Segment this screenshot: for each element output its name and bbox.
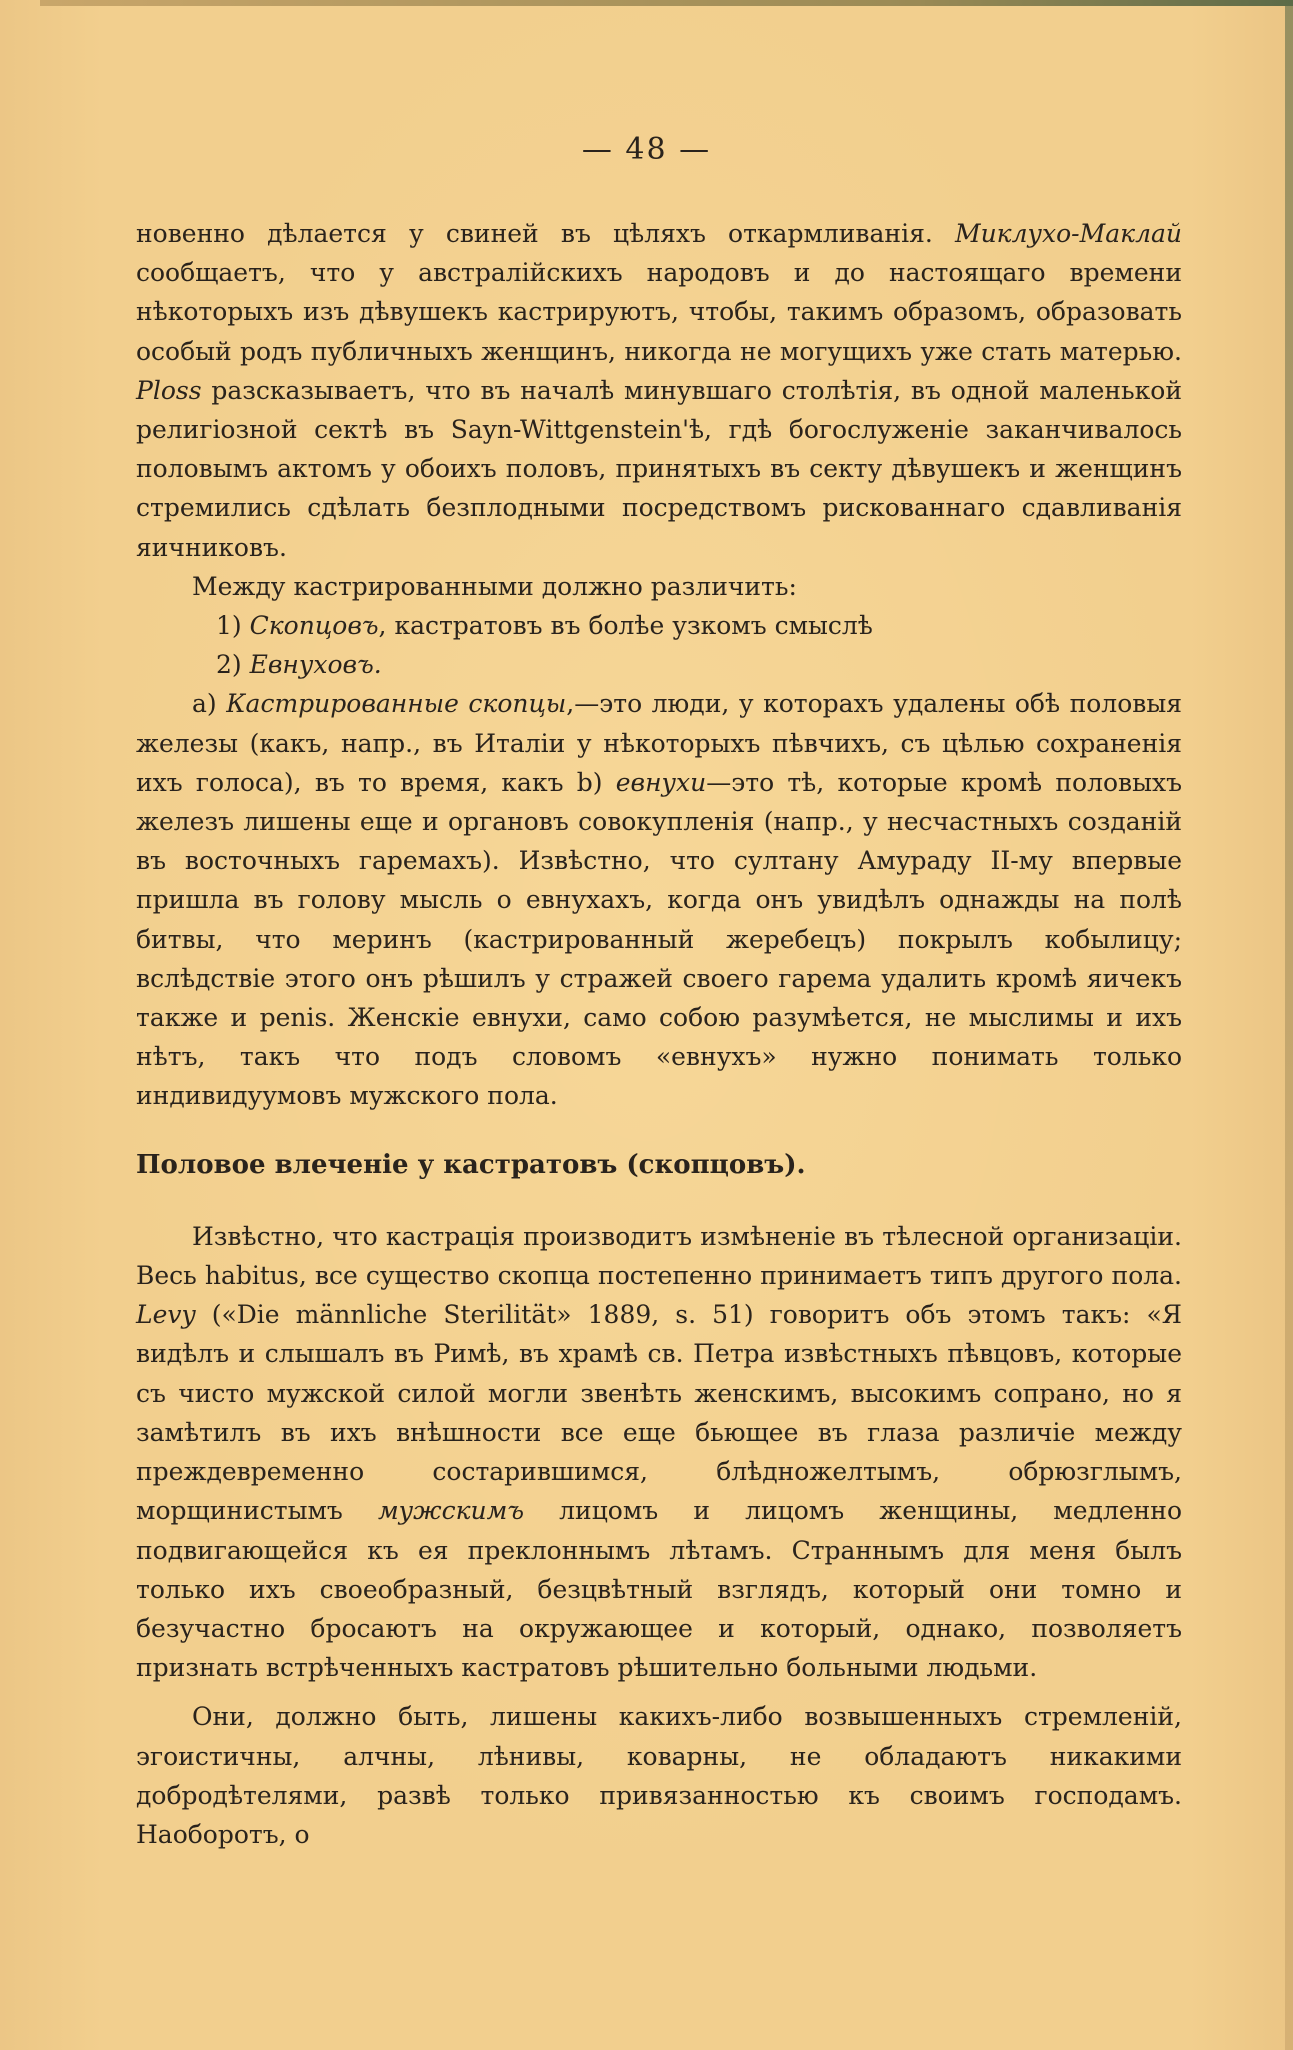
list-item-2-term: Евнуховъ. — [249, 650, 382, 680]
definition-a-term: Кастрированные скопцы — [226, 689, 567, 719]
paragraph-1-text-a: новенно дѣлается у свиней въ цѣляхъ откармливанія. — [136, 219, 955, 248]
paragraph-gap — [136, 1687, 1182, 1697]
page-edge-right — [1285, 0, 1293, 2050]
list-item-2 — [136, 645, 1182, 684]
paragraph-definitions — [136, 684, 1182, 1115]
list-item-1-text: , кастратовъ въ болѣе узкомъ смыслѣ — [378, 611, 873, 641]
definition-b-term: евнухи — [615, 767, 707, 797]
definition-a-text: ,—это люди, у которахъ удалены обѣ половыя железы (какъ, напр., въ Италіи у нѣкоторыхъ пѣвчихъ, съ цѣлью сохраненія ихъ голоса), въ то время, какъ b) — [136, 689, 1182, 797]
paragraph-3-text-a: Извѣстно, что кастрація производитъ измѣненіе въ тѣлесной организаціи. Весь habitus, все существо скопца постепенно принимаетъ типъ другого пола. — [136, 1221, 1182, 1291]
paragraph-4: Они, должно быть, лишены какихъ-либо возвышенныхъ стремленій, эгоистичны, алчны, лѣнивы, коварны, не обладаютъ никакими добродѣтелями, развѣ только привязанностью къ своимъ господамъ. Наоборотъ, о — [136, 1702, 1182, 1849]
paragraph-3-text-c: лицомъ и лицомъ женщины, медленно подвигающейся къ ея преклоннымъ лѣтамъ. Страннымъ для меня былъ только ихъ своеобразный, безцвѣтный взглядъ, который они томно и безучастно бросаютъ на окружающее и который, однако, позволяетъ признать встрѣченныхъ кастратовъ рѣшительно больными людьми. — [136, 1496, 1182, 1683]
author-miklukho-maklai: Миклухо-Маклай — [954, 219, 1182, 248]
list-item-1-term: Скопцовъ — [249, 611, 379, 641]
definition-a-label: а) — [192, 689, 227, 719]
paragraph-1-text-b: сообщаетъ, что у австралійскихъ народовъ и до настоящаго времени нѣкоторыхъ изъ дѣвушекъ кастрируютъ, чтобы, такимъ образомъ, образовать особый родъ публичныхъ женщинъ, никогда не могущихъ уже стать матерью. — [136, 258, 1182, 366]
section-heading: Половое влеченіе у кастратовъ (скопцовъ). — [136, 1149, 806, 1180]
page-body — [136, 214, 1182, 1854]
paragraph-1-text-c: разсказываетъ, что въ началѣ минувшаго столѣтія, въ одной маленькой религіозной сектѣ въ Sayn-Wittgenstein'ѣ, гдѣ богослуженіе заканчивалось половымъ актомъ у обоихъ половъ, принятыхъ въ секту дѣвушекъ и женщинъ стремились сдѣлать безплодными посредствомъ рискованнаго сдавливанія яичниковъ. — [136, 375, 1182, 562]
list-item-1-number: 1) — [216, 611, 242, 641]
paragraph-1 — [136, 214, 1182, 567]
page-number: — 48 — — [581, 132, 712, 167]
author-ploss: Ploss — [136, 375, 202, 405]
paragraph-3-emphasis: мужскимъ — [377, 1496, 525, 1526]
paragraph-2: Между кастрированными должно различить: — [192, 571, 797, 601]
list-item-1 — [136, 606, 1182, 645]
paragraph-3 — [136, 1217, 1182, 1687]
definition-b-text: —это тѣ, которые кромѣ половыхъ железъ лишены еще и органовъ совокупленія (напр., у несчастныхъ созданій въ восточныхъ гаремахъ). Извѣстно, что султану Амураду II-му впервые пришла въ голову мысль о евнухахъ, когда онъ увидѣлъ однажды на полѣ битвы, что меринъ (кастрированный жеребецъ) покрылъ кобылицу; вслѣдствіе этого онъ рѣшилъ у стражей своего гарема удалить кромѣ яичекъ также и penis. Женскіе евнухи, само собою разумѣется, не мыслимы и ихъ нѣтъ, такъ что подъ словомъ «евнухъ» нужно понимать только индивидуумовъ мужского пола. — [136, 767, 1182, 1111]
page-edge-top — [40, 0, 1293, 6]
author-levy: Levy — [136, 1300, 196, 1330]
list-item-2-number: 2) — [216, 650, 242, 680]
paragraph-3-text-b: («Die männliche Sterilität» 1889, s. 51) говоритъ объ этомъ такъ: «Я видѣлъ и слышалъ въ Римѣ, въ храмѣ св. Петра извѣстныхъ пѣвцовъ, которые съ чисто мужской силой могли звенѣть женскимъ, высокимъ сопрано, но я замѣтилъ въ ихъ внѣшности все еще бьющее въ глаза различіе между преждевременно состарившимся, блѣдножелтымъ, обрюзглымъ, морщинистымъ — [136, 1300, 1182, 1526]
